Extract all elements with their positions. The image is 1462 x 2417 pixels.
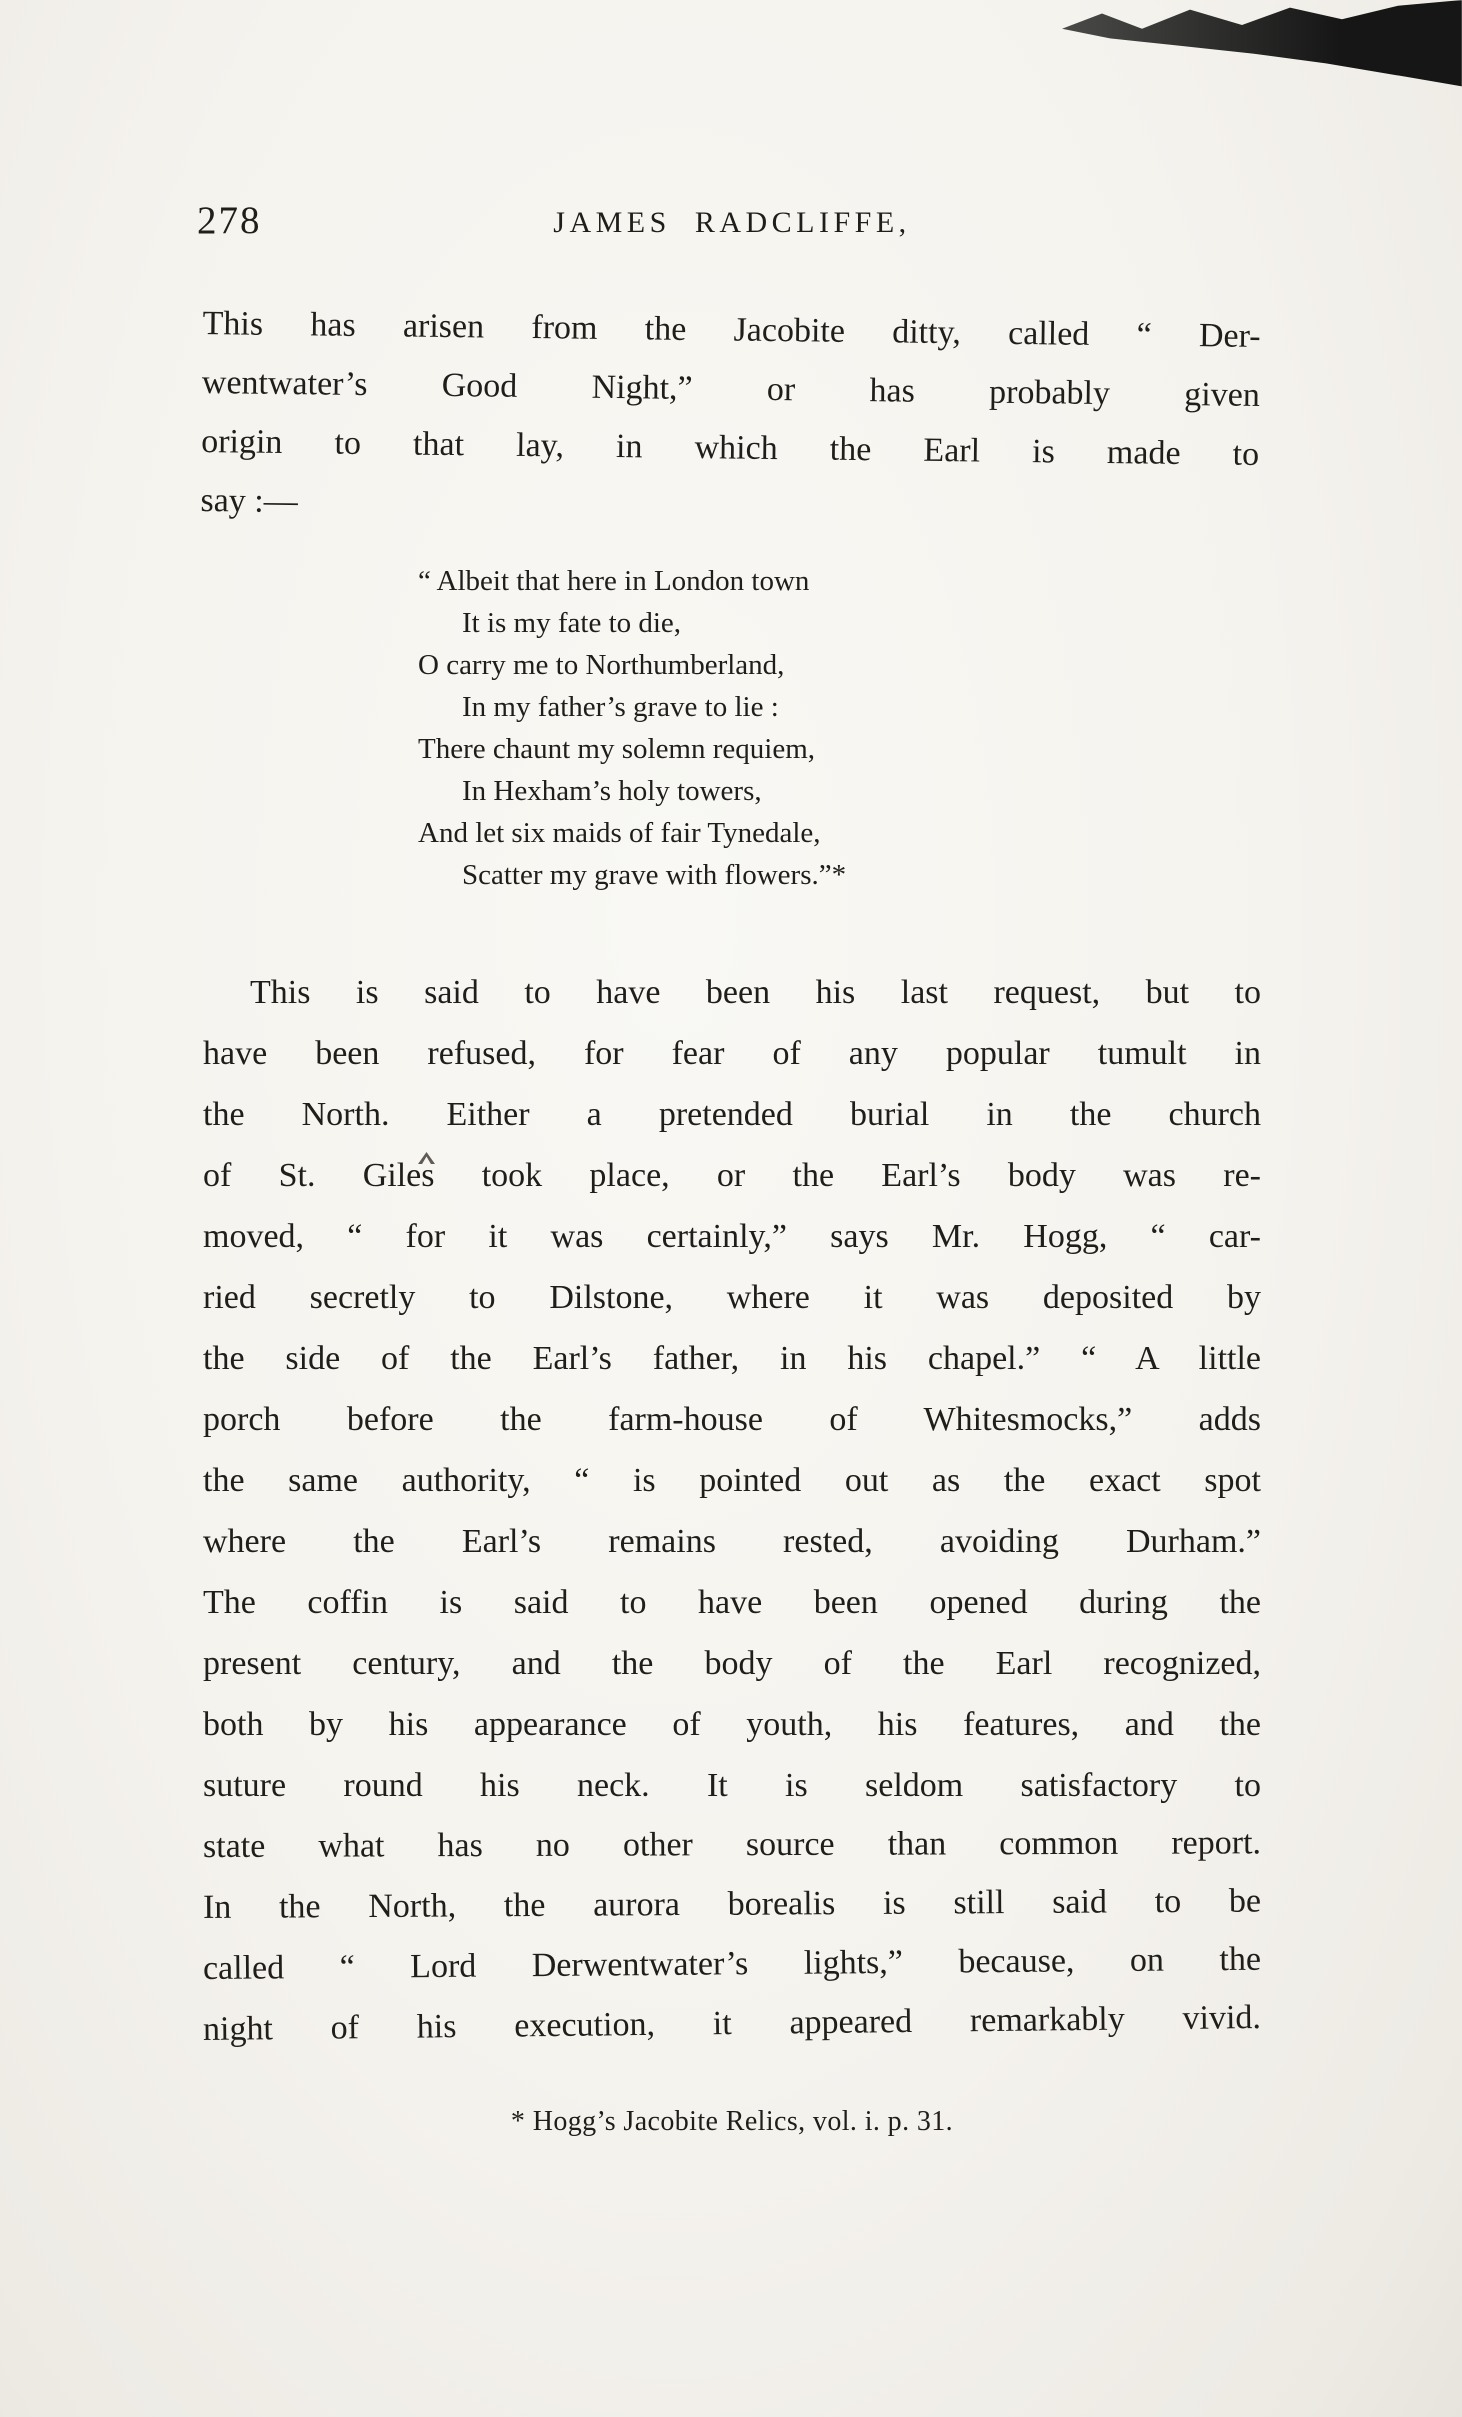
text-line: origin to that lay, in which the Earl is made to	[200, 422, 1260, 473]
running-title: JAMES RADCLIFFE,	[553, 206, 911, 239]
text-line: have been refused, for fear of any popular tumult in	[203, 1035, 1261, 1072]
page-number: 278	[197, 199, 262, 242]
text-line: the same authority, “ is pointed out as the exact spot	[203, 1462, 1261, 1499]
opening-paragraph	[200, 294, 1261, 543]
text-line: of St. Giles took place, or the Earl’s body was re-	[203, 1157, 1261, 1194]
text-line: ried secretly to Dilstone, where it was deposited by	[203, 1279, 1261, 1316]
text-line: state what has no other source than common report.	[202, 1824, 1262, 1865]
text-line: It is my fate to die,	[462, 607, 682, 639]
text-line: suture round his neck. It is seldom satisfactory to	[203, 1767, 1261, 1804]
text-line: O carry me to Northumberland,	[418, 649, 785, 681]
poem-derwentwaters-good-night	[418, 560, 846, 896]
text-line: In the North, the aurora borealis is still said to be	[202, 1882, 1262, 1926]
text-line: say :—	[200, 481, 298, 521]
text-line: the side of the Earl’s father, in his chapel.” “ A little	[203, 1340, 1261, 1377]
text-line: And let six maids of fair Tynedale,	[418, 817, 821, 849]
text-line: “ Albeit that here in London town	[418, 565, 810, 597]
page-header	[197, 198, 1261, 248]
text-line: moved, “ for it was certainly,” says Mr. Hogg, “ car-	[203, 1218, 1261, 1255]
text-line: night of his execution, it appeared remarkably vivid.	[202, 1998, 1262, 2048]
text-line: both by his appearance of youth, his features, and the	[203, 1706, 1261, 1743]
text-line: This has arisen from the Jacobite ditty, called “ Der-	[202, 304, 1261, 355]
footnote: * Hogg’s Jacobite Relics, vol. i. p. 31.	[510, 2106, 954, 2137]
main-paragraph	[203, 962, 1261, 2060]
text-line: Scatter my grave with flowers.”*	[462, 859, 847, 891]
text-line: In my father’s grave to lie :	[462, 691, 779, 723]
text-line: called “ Lord Derwentwater’s lights,” because, on the	[202, 1940, 1262, 1987]
text-line: wentwater’s Good Night,” or has probably given	[201, 363, 1261, 414]
text-line: present century, and the body of the Earl recognized,	[203, 1645, 1261, 1682]
text-line: the North. Either a pretended burial in the church	[203, 1096, 1261, 1133]
text-line: In Hexham’s holy towers,	[462, 775, 762, 807]
text-line: The coffin is said to have been opened during the	[203, 1584, 1261, 1621]
text-line: This is said to have been his last request, but to	[250, 974, 1261, 1011]
text-line: porch before the farm-house of Whitesmocks,” adds	[203, 1401, 1261, 1438]
text-line: where the Earl’s remains rested, avoiding Durham.”	[203, 1523, 1261, 1560]
text-line: There chaunt my solemn requiem,	[418, 733, 816, 765]
text-column	[197, 0, 1262, 2138]
